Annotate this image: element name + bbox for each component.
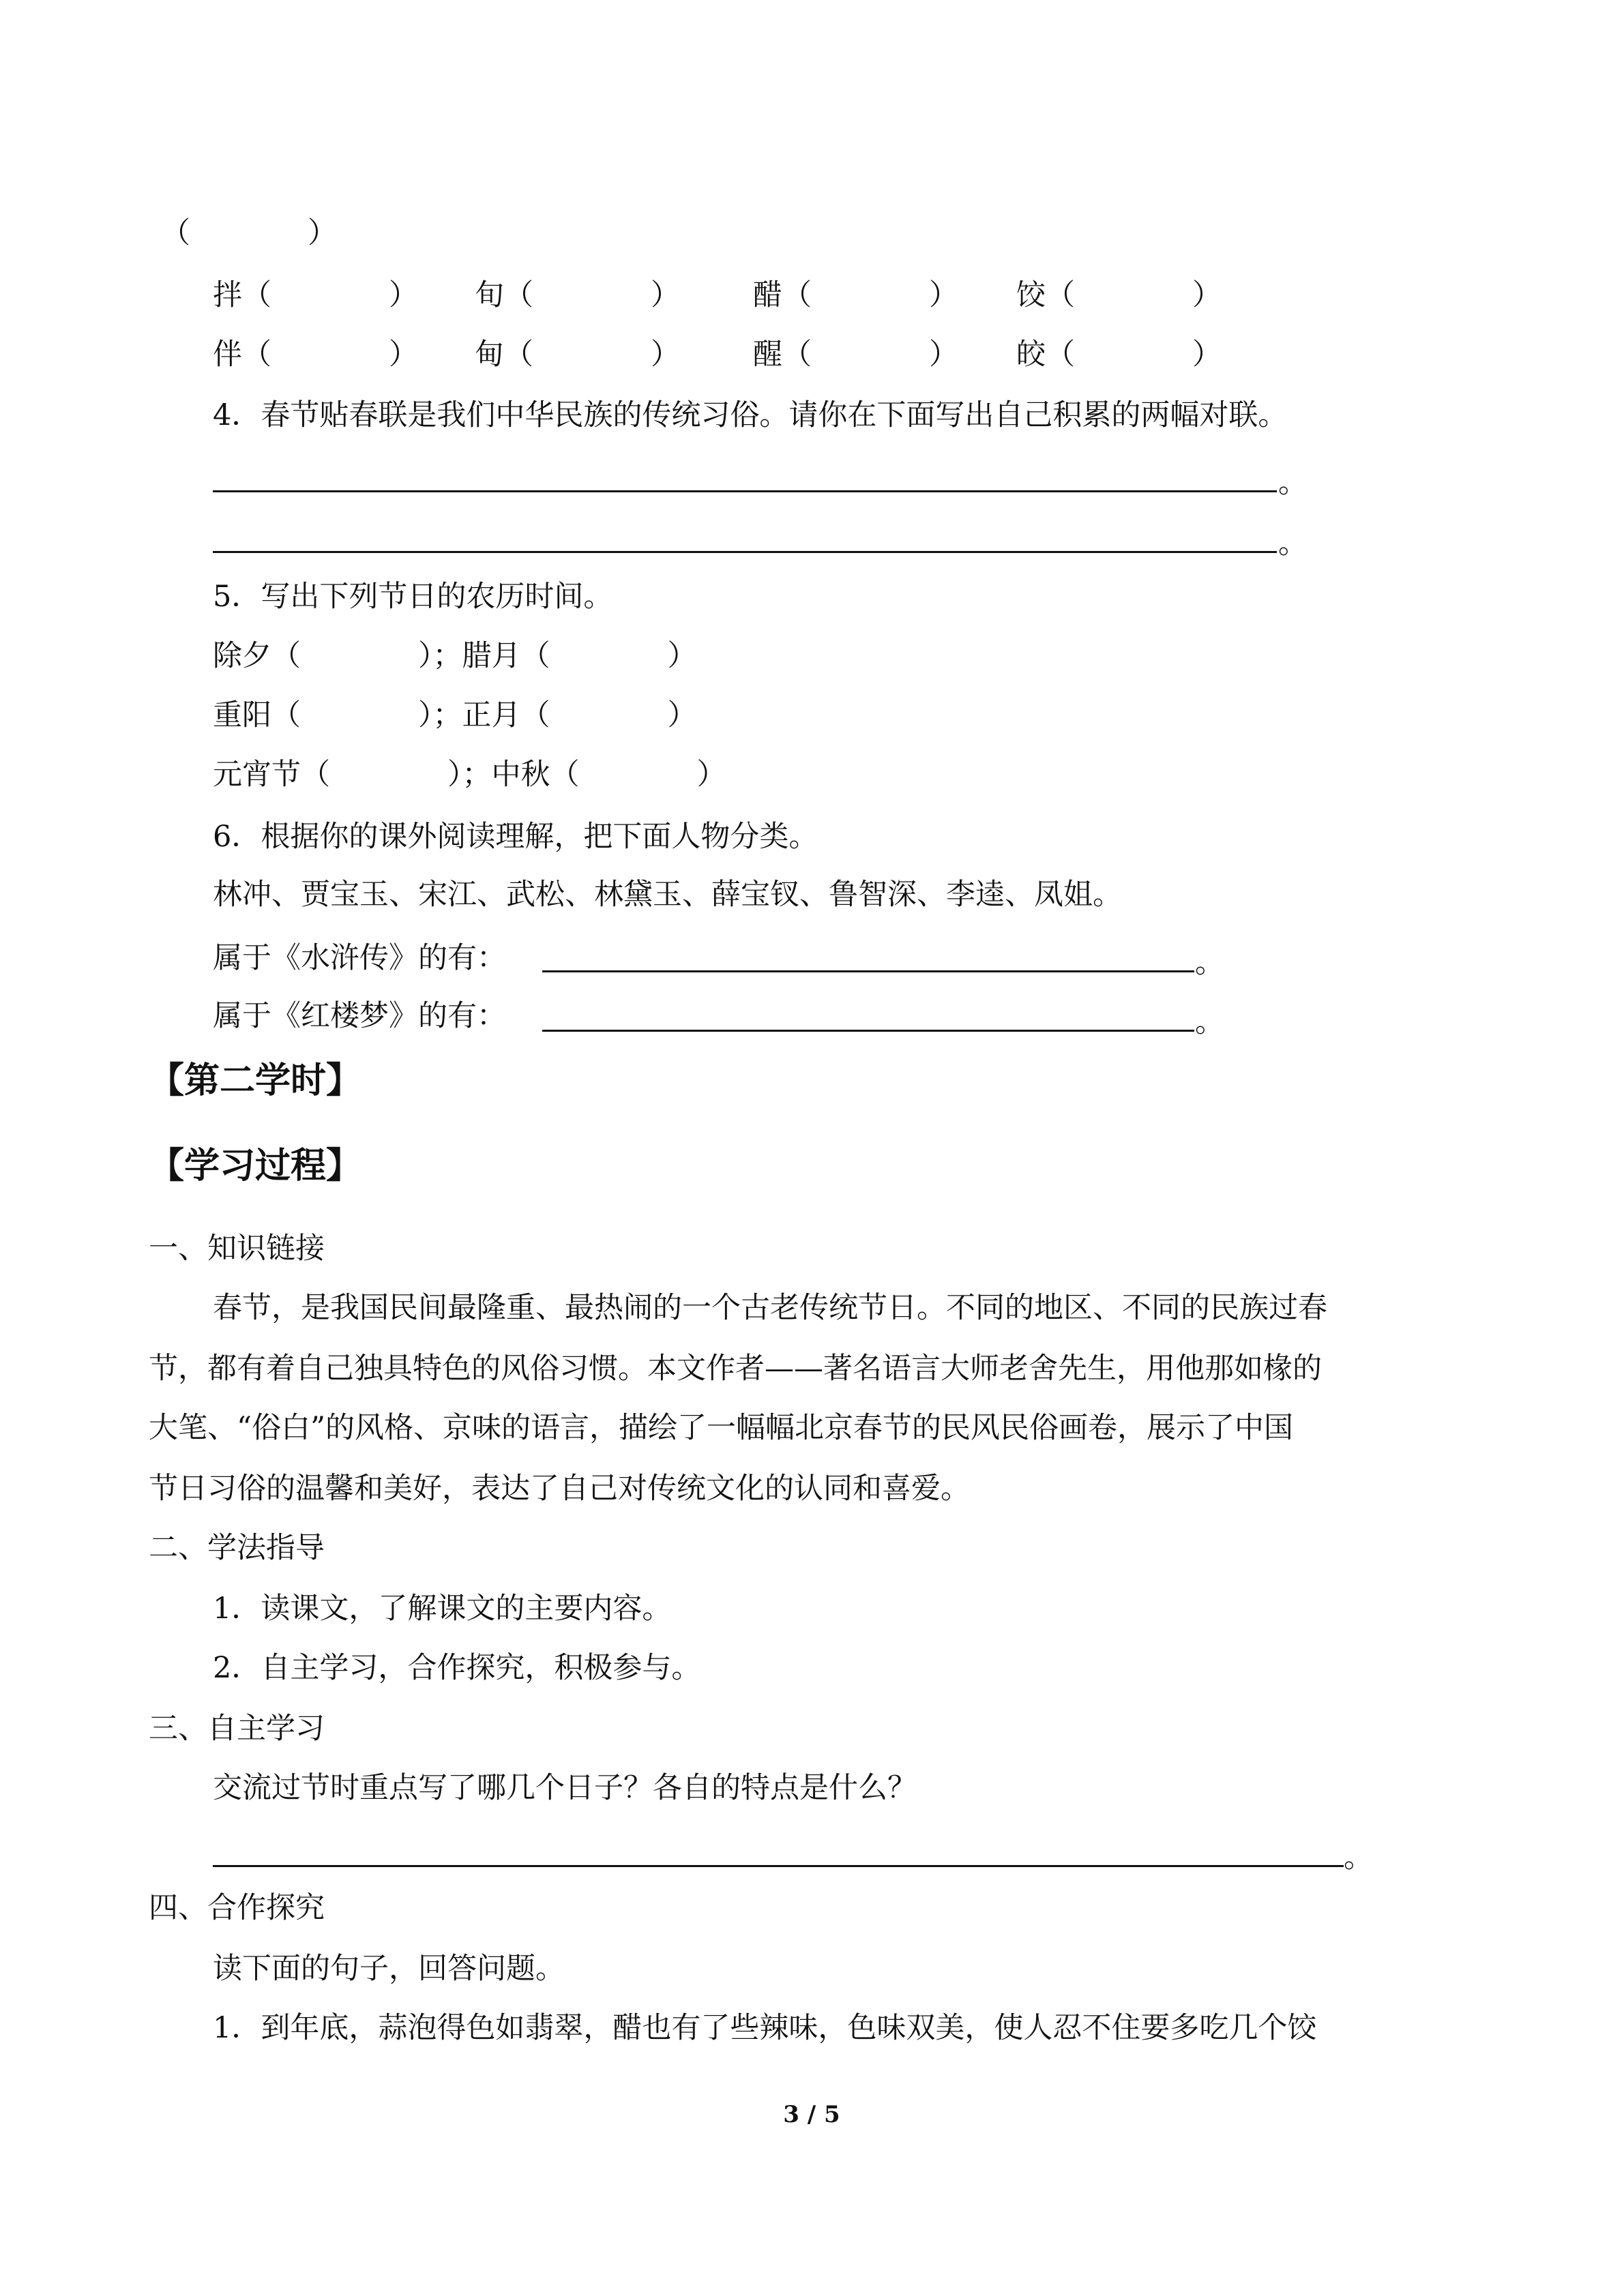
part4-item-1: 1．到年底，蒜泡得色如翡翠，醋也有了些辣味，色味双美，使人忍不住要多吃几个饺	[213, 2011, 1317, 2045]
char-item: 旬（ ）	[475, 278, 680, 312]
line-end-period: 。	[1278, 526, 1308, 561]
line-end-period: 。	[1195, 1005, 1224, 1039]
line-end-period: 。	[1195, 946, 1224, 980]
char-item: 醒（ ）	[753, 338, 958, 372]
section-heading-process: 【学习过程】	[149, 1146, 362, 1187]
intro-paragraph-line: 节日习俗的温馨和美好，表达了自己对传统文化的认同和喜爱。	[149, 1472, 970, 1506]
intro-paragraph-line: 大笔、“俗白”的风格、京味的语言，描绘了一幅幅北京春节的民风民俗画卷，展示了中国	[149, 1411, 1293, 1445]
couplet-answer-line-1[interactable]	[213, 490, 1277, 492]
part2-title: 二、学法指导	[149, 1531, 325, 1565]
page-number: 3 / 5	[783, 2101, 840, 2128]
honglou-answer-line[interactable]	[542, 1030, 1194, 1032]
char-item: 甸（ ）	[475, 338, 680, 372]
character-names: 林冲、贾宝玉、宋江、武松、林黛玉、薛宝钗、鲁智深、李逵、凤姐。	[213, 878, 1122, 912]
honglou-label: 属于《红楼梦》的有：	[213, 999, 506, 1033]
part3-question: 交流过节时重点写了哪几个日子？各自的特点是什么？	[213, 1771, 917, 1805]
char-item: 皎（ ）	[1016, 338, 1222, 372]
section-heading-lesson2: 【第二学时】	[149, 1060, 362, 1101]
method-item: 1．读课文，了解课文的主要内容。	[213, 1592, 672, 1626]
part3-title: 三、自主学习	[149, 1712, 325, 1746]
char-item: 伴（ ）	[213, 338, 418, 372]
method-item: 2．自主学习，合作探究，积极参与。	[213, 1651, 701, 1685]
couplet-answer-line-2[interactable]	[213, 551, 1277, 553]
q4-prompt: 4．春节贴春联是我们中华民族的传统习俗。请你在下面写出自己积累的两幅对联。	[213, 398, 1288, 432]
char-item: 拌（ ）	[213, 278, 418, 312]
line-end-period: 。	[1344, 1840, 1373, 1875]
line-end-period: 。	[1278, 466, 1308, 500]
shuihu-label: 属于《水浒传》的有：	[213, 941, 506, 975]
char-item: 醋（ ）	[753, 278, 958, 312]
part3-answer-line[interactable]	[213, 1865, 1344, 1867]
part4-title: 四、合作探究	[149, 1891, 325, 1925]
intro-paragraph-line: 节，都有着自己独具特色的风俗习惯。本文作者——著名语言大师老舍先生，用他那如椽的	[149, 1352, 1322, 1386]
char-item: 饺（ ）	[1016, 278, 1222, 312]
festival-date-line: 重阳（ ）；正月（ ）	[213, 698, 697, 732]
intro-paragraph-line: 春节，是我国民间最隆重、最热闹的一个古老传统节日。不同的地区、不同的民族过春	[213, 1291, 1327, 1325]
q6-prompt: 6．根据你的课外阅读理解，把下面人物分类。	[213, 820, 818, 854]
part4-intro: 读下面的句子，回答问题。	[213, 1952, 565, 1986]
festival-date-line: 除夕（ ）；腊月（ ）	[213, 639, 697, 673]
q5-prompt: 5．写出下列节日的农历时间。	[213, 580, 613, 614]
prev-answer-bracket: （ ）	[161, 216, 337, 250]
shuihu-answer-line[interactable]	[542, 970, 1194, 972]
festival-date-line: 元宵节（ ）；中秋（ ）	[213, 758, 726, 792]
part1-title: 一、知识链接	[149, 1232, 325, 1266]
